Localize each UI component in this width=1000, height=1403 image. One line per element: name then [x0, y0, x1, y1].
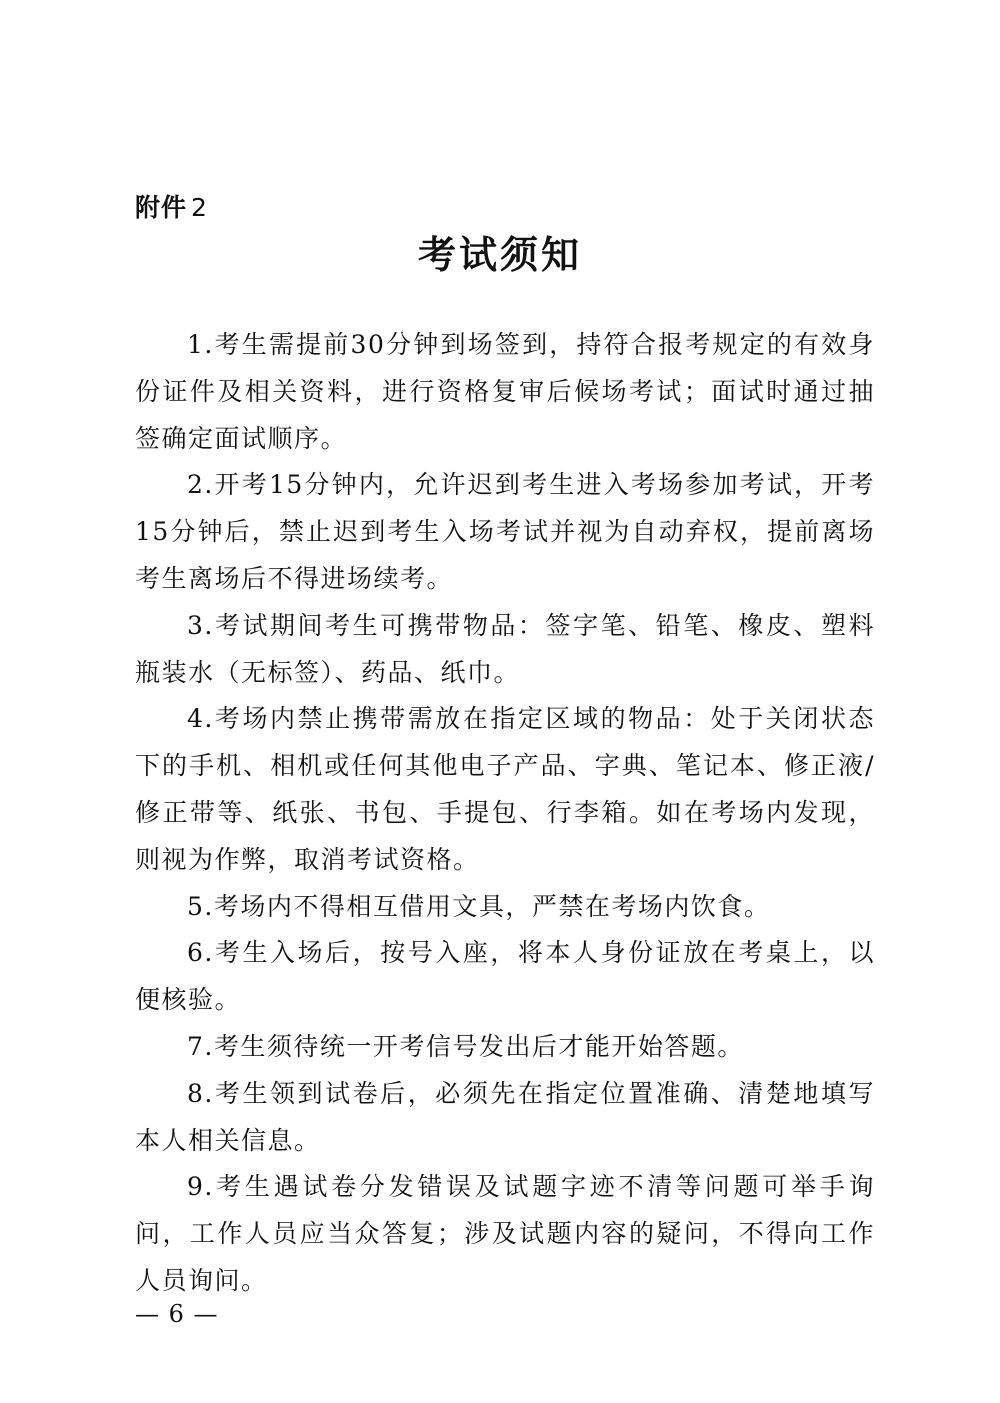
notice-item-3: 3.考试期间考生可携带物品：签字笔、铅笔、橡皮、塑料瓶装水（无标签）、药品、纸巾。 — [135, 610, 875, 687]
notice-item-1: 1.考生需提前30分钟到场签到，持符合报考规定的有效身份证件及相关资料，进行资格复审后候场考试；面试时通过抽签确定面试顺序。 — [135, 330, 875, 453]
document-title: 考试须知 — [417, 233, 582, 277]
notice-item-9: 9.考生遇试卷分发错误及试题字迹不清等问题可举手询问，工作人员应当众答复；涉及试题内容的疑问，不得向工作人员询问。 — [135, 1172, 875, 1295]
notice-item-7: 7.考生须待统一开考信号发出后才能开始答题。 — [187, 1031, 744, 1061]
notice-item-8: 8.考生领到试卷后，必须先在指定位置准确、清楚地填写本人相关信息。 — [135, 1078, 875, 1155]
attachment-label: 附件 — [135, 193, 188, 222]
notice-item-6: 6.考生入场后，按号入座，将本人身份证放在考桌上，以便核验。 — [135, 938, 875, 1015]
notice-item-5: 5.考场内不得相互借用文具，严禁在考场内饮食。 — [187, 891, 771, 921]
attachment-number: 2 — [191, 193, 208, 222]
notice-item-2: 2.开考15分钟内，允许迟到考生进入考场参加考试，开考15分钟后，禁止迟到考生入场考试并视为自动弃权，提前离场考生离场后不得进场续考。 — [135, 470, 875, 593]
document-body — [135, 322, 875, 1305]
notice-item-4: 4.考场内禁止携带需放在指定区域的物品：处于关闭状态下的手机、相机或任何其他电子产品、字典、笔记本、修正液/修正带等、纸张、书包、手提包、行李箱。如在考场内发现，则视为作弊，取消考试资格。 — [135, 704, 875, 874]
page-number: — 6 — — [135, 1300, 219, 1328]
attachment-heading — [135, 188, 208, 224]
